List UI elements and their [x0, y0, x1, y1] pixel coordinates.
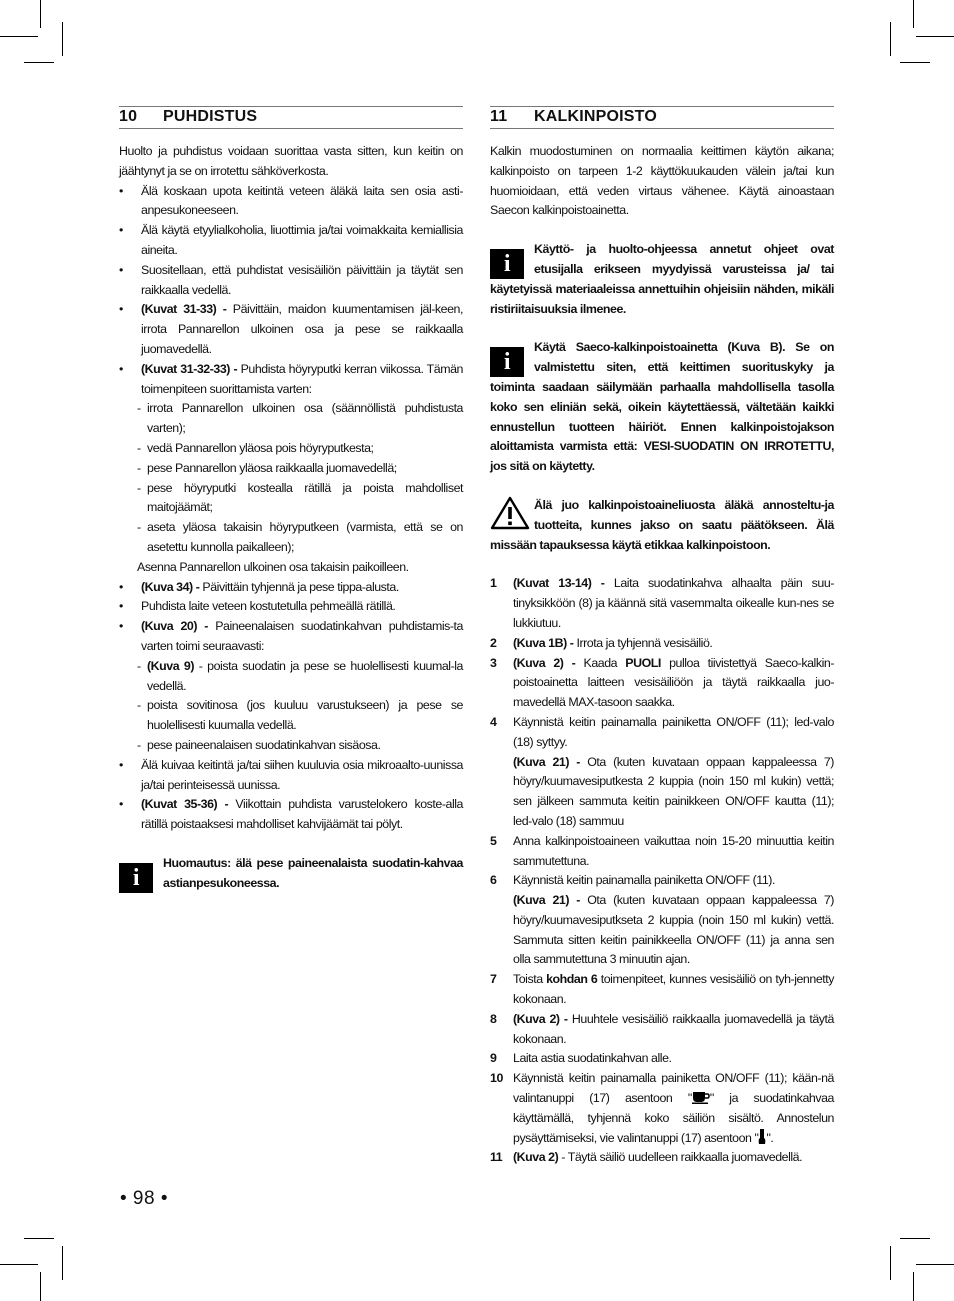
warning-text: Älä juo kalkinpoistoaineliuosta äläkä annosteltu-ja tuotteita, kunnes jakso on saatu päätökseen. Älä missään tapauksessa käytä etikkaa kalkinpoistoon. [490, 497, 834, 552]
bullet-item: • Suositellaan, että puhdistat vesisäiliön päivittäin ja täytät sen raikkaalla vedellä. [119, 261, 463, 301]
bullet-item: • (Kuvat 35-36) - Viikottain puhdista varustelokero koste-alla rätillä poistaaksesi mahdolliset kahvijäämät tai pölyt. [119, 795, 463, 835]
step-item: 8 (Kuva 2) - Huuhtele vesisäiliö raikkaalla juomavedellä ja täytä kokonaan. [490, 1011, 834, 1046]
step-item: 1 (Kuvat 13-14) - Laita suodatinkahva alhaalta päin suu-tinyksikköön (8) ja käännä sitä vasemmalta oikealle kun-nes se lukkiutuu. [490, 576, 834, 630]
dash-item: - aseta yläosa takaisin höyryputkeen (varmista, että se on asetettu kunnolla paikalleen); [119, 518, 463, 558]
dash-followup: Asenna Pannarellon ulkoinen osa takaisin paikoilleen. [137, 559, 409, 574]
section-descaling [490, 106, 834, 1168]
steps-list [490, 574, 834, 1168]
info-note [119, 854, 463, 894]
bullet-item: • Älä koskaan upota keitintä veteen äläkä laita sen osia asti-anpesukoneeseen. [119, 182, 463, 222]
section-number: 10 [119, 108, 138, 125]
crop-mark [40, 1272, 41, 1301]
section-heading [490, 106, 834, 129]
bullet-item: • (Kuvat 31-32-33) - Puhdista höyryputki kerran viikossa. Tämän toimenpiteen suorittamista varten: [119, 360, 463, 400]
step-continuation: (Kuva 21) - Ota (kuten kuvataan oppaan kappaleessa 7) höyry/kuumavesiputkseta 2 kuppia (noin 150 ml kukin) vettä. Sammuta sitten keitin painikkeella ON/OFF (11) ja anna sen olla sammutettuna 3 minuutin ajan. [513, 893, 834, 967]
note-text: Käytä Saeco-kalkinpoistoainetta (Kuva B). Se on valmistettu siten, että keittimen suorituskyky ja toiminta saadaan säilymään parhaalla mahdollisella tasolla koko sen eliniän sekä, oikein käytettäessä, vältetään kaikki ennustellun tuotteen häiriöt. Ennen kalkinpoistojakson aloittamista varmista että: VESI-SUODATIN ON IRROTETTU, jos sitä on käytetty. [490, 340, 834, 474]
note-text: Käyttö- ja huolto-ohjeessa annetut ohjeet ovat etusijalla erikseen myydyissä varusteissa ja/ tai käytetyissä materiaaleissa annettuihin ohjeisiin nähden, mikäli ristiriitaisuuksia ilmenee. [490, 242, 834, 316]
step-item: 10 Käynnistä keitin painamalla painiketta ON/OFF (11); kään-nä valintanuppi (17) asentoon " " ja suodatinkahvaa käyttämällä, tyhjennä koko säiliön sisältö. Annostelun pysäyttämiseksi, vie valintanuppi (17) asentoon " ". [490, 1071, 835, 1145]
crop-mark [913, 0, 914, 28]
step-item: 3 (Kuva 2) - Kaada PUOLI pulloa tiivistettyä Saeco-kalkin-poistoainetta laitteen vesisäiliöön ja täytä raikkaalla juo-mavedellä MAX-tasoon saakka. [490, 655, 834, 710]
crop-mark [900, 1238, 930, 1239]
step-item: 11 (Kuva 2) - Täytä säiliö uudelleen raikkaalla juomavedellä. [490, 1150, 803, 1165]
crop-mark [916, 36, 954, 37]
info-note [490, 240, 834, 319]
dash-item: - irrota Pannarellon ulkoinen osa (säännöllistä puhdistusta varten); [119, 399, 463, 439]
crop-mark [40, 0, 41, 28]
info-icon: i [490, 249, 524, 279]
dash-item: - pese höyryputki kostealla rätillä ja poista mahdolliset maitojäämät; [119, 479, 463, 519]
crop-mark [916, 1264, 954, 1265]
step-item: 2 (Kuva 1B) - Irrota ja tyhjennä vesisäiliö. [490, 635, 713, 650]
bullet-item: • Puhdista laite veteen kostutetulla pehmeällä rätillä. [119, 597, 463, 617]
coffee-cup-icon [692, 1090, 710, 1104]
crop-mark [0, 36, 38, 37]
dash-item: - pese paineenalaisen suodatinkahvan sisäosa. [119, 736, 463, 756]
section-cleaning [119, 106, 463, 893]
crop-mark [890, 1246, 891, 1280]
intro-paragraph: Kalkin muodostuminen on normaalia keittimen käytön aikana; kalkinpoisto on tarpeen 1-2 käyttökuukauden välein ja/tai kun huomioidaan, että veden virtaus vähenee. Käytä ainoastaan Saecon kalkinpoistoainetta. [490, 144, 834, 218]
crop-mark [24, 1238, 54, 1239]
section-heading [119, 106, 463, 129]
crop-mark [24, 62, 54, 63]
step-item: 9 Laita astia suodatinkahvan alle. [490, 1051, 672, 1066]
section-body [490, 142, 834, 1168]
step-item: 5 Anna kalkinpoistoaineen vaikuttaa noin 15-20 minuuttia keitin sammutettuna. [490, 833, 834, 868]
section-body [119, 142, 463, 893]
bullet-item: • (Kuva 34) - Päivittäin tyhjennä ja pese tippa-alusta. [119, 578, 463, 598]
section-title: KALKINPOISTO [534, 108, 658, 125]
crop-mark [890, 22, 891, 56]
step-continuation: (Kuva 21) - Ota (kuten kuvataan oppaan kappaleessa 7) höyry/kuumavesiputkesta 2 kuppia (noin 150 ml kukin) vettä; sen jälkeen sammuta keitin painikkeen ON/OFF kautta (11); led-valo (18) sammuu [513, 754, 834, 828]
crop-mark [900, 62, 930, 63]
step-item: 4 Käynnistä keitin painamalla painiketta ON/OFF (11); led-valo (18) syttyy. [490, 714, 834, 749]
dash-item: - (Kuva 9) - poista suodatin ja pese se huolellisesti kuumal-la vedellä. [119, 657, 463, 697]
dash-item: - pese Pannarellon yläosa raikkaalla juomavedellä; [119, 459, 463, 479]
crop-mark [62, 1246, 63, 1280]
crop-mark [913, 1272, 914, 1301]
warning-triangle-icon [490, 496, 530, 530]
info-icon: i [119, 863, 153, 893]
dash-item: - poista sovitinosa (jos kuuluu varustukseen) ja pese se huolellisesti kuumalla vedellä. [119, 696, 463, 736]
dash-item: - vedä Pannarellon yläosa pois höyryputkesta; [119, 439, 463, 459]
info-note [490, 338, 834, 477]
step-item: 7 Toista kohdan 6 toimenpiteet, kunnes vesisäiliö on tyh-jennetty kokonaan. [490, 972, 834, 1007]
note-text: Huomautus: älä pese paineenalaista suodatin-kahvaa astianpesukoneessa. [163, 855, 463, 890]
intro-paragraph: Huolto ja puhdistus voidaan suorittaa vasta sitten, kun keitin on jäähtynyt ja se on irrotettu sähköverkosta. [119, 144, 463, 178]
bullet-item: • Älä käytä etyylialkoholia, liuottimia ja/tai voimakkaita kemiallisia aineita. [119, 221, 463, 261]
info-icon: i [490, 347, 524, 377]
page-number: • 98 • [120, 1188, 168, 1209]
bullet-item: • Älä kuivaa keitintä ja/tai siihen kuuluvia osia mikroaalto-uunissa ja/tai perinteisessä uunissa. [119, 756, 463, 796]
bullet-item: • (Kuva 20) - Paineenalaisen suodatinkahvan puhdistamis-ta varten toimi seuraavasti: [119, 617, 463, 657]
warning-note [490, 496, 834, 555]
bullet-item: • (Kuvat 31-33) - Päivittäin, maidon kuumentamisen jäl-keen, irrota Pannarellon ulkoinen osa ja pese se raikkaalla juomavedellä. [119, 300, 463, 359]
crop-mark [62, 22, 63, 56]
section-title: PUHDISTUS [163, 108, 258, 125]
section-number: 11 [490, 108, 508, 125]
step-item: 6 Käynnistä keitin painamalla painiketta ON/OFF (11). [490, 873, 775, 888]
crop-mark [0, 1264, 38, 1265]
